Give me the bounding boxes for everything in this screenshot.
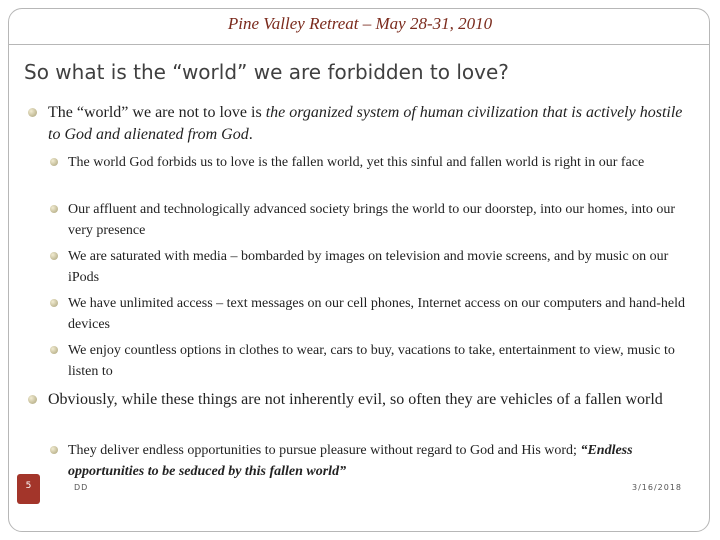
slide-title: So what is the “world” we are forbidden to love?	[24, 60, 509, 84]
sub-bullet-affluent-society	[68, 199, 700, 241]
sub-bullet-text: Our affluent and technologically advanced society brings the world to our doorstep, into our homes, into our very presence	[68, 202, 676, 238]
footer-author: DD	[74, 483, 89, 492]
sub-bullet-text: We are saturated with media – bombarded by images on television and movie screens, and by music on our iPods	[68, 249, 669, 285]
sub-bullet-opportunities	[68, 440, 700, 482]
page-number: 5	[17, 474, 40, 504]
sub-bullet-fallen-world	[68, 152, 700, 173]
sub-bullet-access	[68, 293, 700, 335]
sub-bullet-quote: “Endless opportunities to be seduced by this fallen world”	[68, 443, 633, 479]
sub-bullet-text: The world God forbids us to love is the fallen world, yet this sinful and fallen world is right in our face	[68, 155, 645, 170]
bullet-world-definition	[48, 102, 698, 146]
bullet-text-plain: The “world” we are not to love is	[48, 104, 266, 121]
footer-date: 3/16/2018	[632, 483, 683, 492]
sub-bullet-icon	[50, 252, 58, 260]
sub-bullet-icon	[50, 446, 58, 454]
bullet-vehicles	[48, 389, 698, 411]
sub-bullet-options	[68, 340, 700, 382]
bullet-text-italic: the organized system of human civilization that is actively hostile to God and alienated from God	[48, 104, 683, 143]
sub-bullet-icon	[50, 346, 58, 354]
bullet-icon	[28, 108, 37, 117]
bullet-text: Obviously, while these things are not inherently evil, so often they are vehicles of a fallen world	[48, 391, 663, 408]
sub-bullet-icon	[50, 205, 58, 213]
bullet-text-end: .	[248, 126, 253, 143]
sub-bullet-icon	[50, 158, 58, 166]
sub-bullet-media	[68, 246, 700, 288]
header-divider	[9, 44, 710, 45]
sub-bullet-icon	[50, 299, 58, 307]
sub-bullet-text: We enjoy countless options in clothes to wear, cars to buy, vacations to take, entertainment to view, music to listen to	[68, 343, 675, 379]
sub-bullet-text: We have unlimited access – text messages on our cell phones, Internet access on our computers and hand-held devices	[68, 296, 686, 332]
bullet-icon	[28, 395, 37, 404]
sub-bullet-text: They deliver endless opportunities to pursue pleasure without regard to God and His word;	[68, 443, 581, 458]
slide-header: Pine Valley Retreat – May 28-31, 2010	[227, 14, 493, 33]
